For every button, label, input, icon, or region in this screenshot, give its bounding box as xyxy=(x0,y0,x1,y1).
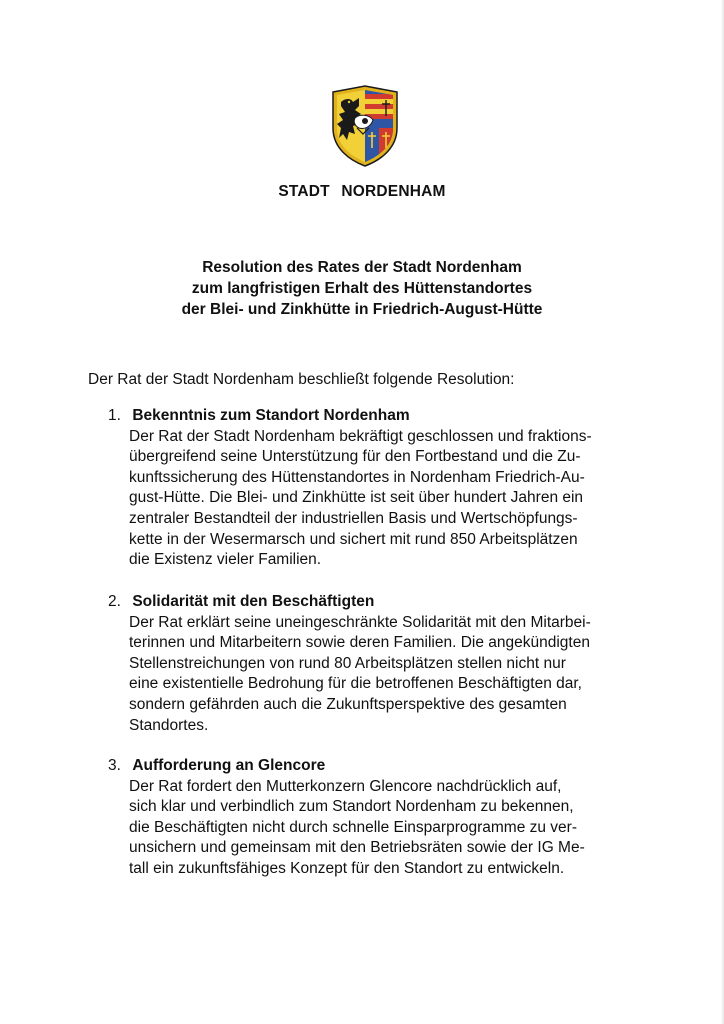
item-text-line: sich klar und verbindlich zum Standort Nordenham zu bekennen, xyxy=(129,798,574,816)
item-text-line: gust-Hütte. Die Blei- und Zinkhütte ist seit über hundert Jahren ein xyxy=(129,489,584,507)
item-heading-row xyxy=(108,406,668,427)
resolution-title xyxy=(0,257,724,320)
city-coat-of-arms-icon xyxy=(329,84,401,168)
item-number: 3. xyxy=(108,757,121,774)
title-line: Resolution des Rates der Stadt Nordenham xyxy=(202,259,522,276)
intro-text: Der Rat der Stadt Nordenham beschließt folgende Resolution: xyxy=(88,371,515,388)
item-text-line: zentraler Bestandteil der industriellen Basis und Wertschöpfungs- xyxy=(129,509,578,527)
item-heading-row xyxy=(108,592,668,613)
item-heading: Bekenntnis zum Standort Nordenham xyxy=(132,407,410,424)
item-text-line: tall ein zukunftsfähiges Konzept für den Standort zu entwickeln. xyxy=(129,859,565,877)
item-number: 2. xyxy=(108,593,121,610)
item-text-line: kunftssicherung des Hüttenstandortes in Nordenham Friedrich-Au- xyxy=(129,468,585,486)
item-text-line: unsichern und gemeinsam mit den Betriebsräten sowie der IG Me- xyxy=(129,839,585,857)
item-text-line: Der Rat erklärt seine uneingeschränkte Solidarität mit den Mitarbei- xyxy=(129,613,591,631)
item-heading: Solidarität mit den Beschäftigten xyxy=(132,593,375,610)
resolution-item-3 xyxy=(108,756,668,880)
item-text-line: eine existentielle Bedrohung für die betroffenen Beschäftigten dar, xyxy=(129,675,582,693)
item-text-line: kette in der Wesermarsch und sichert mit rund 850 Arbeitsplätzen xyxy=(129,530,578,548)
title-line: der Blei- und Zinkhütte in Friedrich-August-Hütte xyxy=(181,301,543,318)
item-heading: Aufforderung an Glencore xyxy=(132,757,326,774)
resolution-item-1 xyxy=(108,406,668,571)
item-text-line: terinnen und Mitarbeitern sowie deren Familien. Die angekündigten xyxy=(129,634,590,652)
title-line: zum langfristigen Erhalt des Hüttenstandortes xyxy=(191,280,533,297)
item-heading-row xyxy=(108,756,668,777)
item-text-line: Der Rat fordert den Mutterkonzern Glencore nachdrücklich auf, xyxy=(129,777,562,795)
item-text-line: übergreifend seine Unterstützung für den Fortbestand und die Zu- xyxy=(129,448,581,466)
item-text-line: die Beschäftigten nicht durch schnelle Einsparprogramme zu ver- xyxy=(129,818,578,836)
city-name: STADT NORDENHAM xyxy=(278,183,446,200)
item-text-line: Stellenstreichungen von rund 80 Arbeitsplätzen stellen nicht nur xyxy=(129,654,566,672)
item-text-line: Standortes. xyxy=(129,716,209,734)
item-number: 1. xyxy=(108,407,121,424)
item-text-line: sondern gefährden auch die Zukunftsperspektive des gesamten xyxy=(129,695,567,713)
resolution-item-2 xyxy=(108,592,668,736)
item-text-line: Der Rat der Stadt Nordenham bekräftigt geschlossen und fraktions- xyxy=(129,427,592,445)
item-text-line: die Existenz vieler Familien. xyxy=(129,551,322,569)
